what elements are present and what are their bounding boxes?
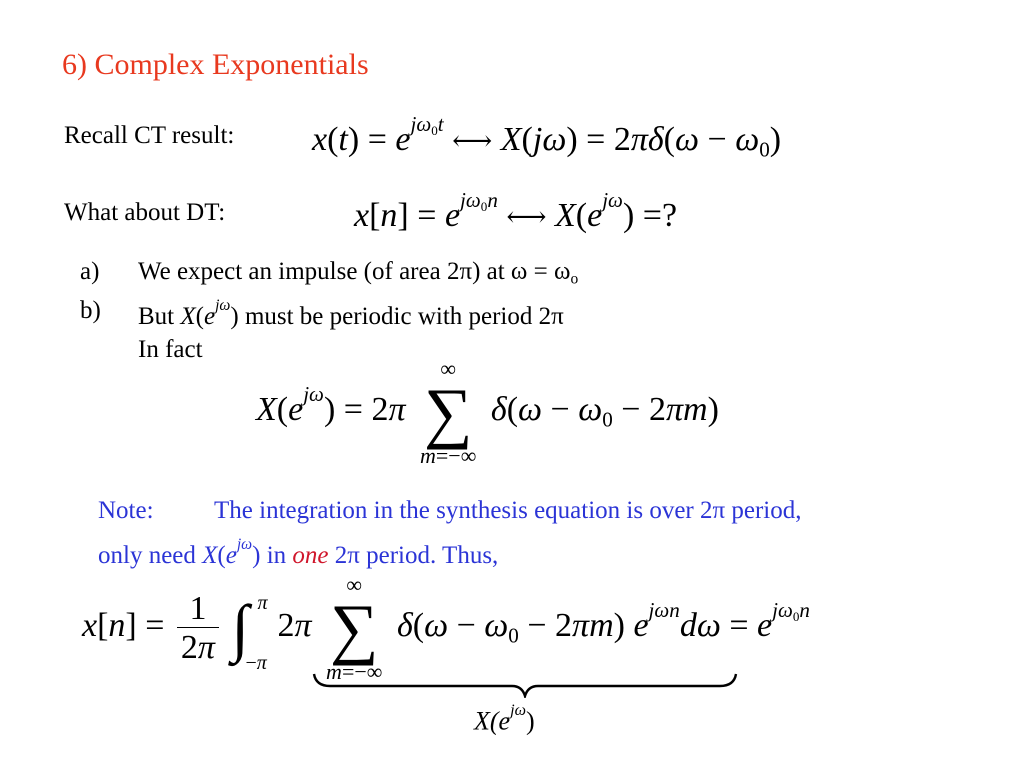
- item-b-marker: b): [80, 297, 101, 324]
- item-a-marker: a): [80, 258, 100, 285]
- underbrace: [312, 672, 738, 698]
- recall-label: Recall CT result:: [64, 122, 235, 149]
- synthesis-formula: x[n] = $\frac{1}{2\pi}$ ∫ π −π 2π ∞ ∑ m=−∞ $\delta(\omega - \omega_0 - 2\pi m)$ $e^{j\omega n}d\omega = e^{j\omega_0n}$: [82, 572, 810, 684]
- ct-formula: $x(t) = e^{j\omega_0t}$ ⟷ $X(j\omega) = 2\pi\delta(\omega - \omega_0)$: [312, 112, 782, 162]
- underbrace-label: $X(e^{j\omega})$: [474, 702, 535, 736]
- what-label: What about DT:: [64, 199, 226, 226]
- periodic-spectrum-formula: $X(e^{j\omega}) = 2\pi$ ∞ ∑ m=−∞ $\delta(\omega - \omega_0 - 2\pi m)$: [256, 356, 719, 468]
- note-label: Note:: [98, 497, 154, 524]
- note-line2: only need $X(e^{j\omega})$ in one 2π period. Thus,: [98, 536, 499, 569]
- emphasis-one: one: [292, 541, 329, 569]
- slide-title: 6) Complex Exponentials: [62, 48, 369, 81]
- in-fact-text: In fact: [138, 336, 203, 363]
- note-line1: The integration in the synthesis equation is over 2π period,: [214, 497, 802, 524]
- item-b-text: But $X(e^{j\omega})$ must be periodic with period 2π: [138, 297, 564, 330]
- dt-formula: $x[n] = e^{j\omega_0n}$ ⟷ $X(e^{j\omega})$ =?: [354, 188, 678, 234]
- item-a-text: We expect an impulse (of area 2π) at $\omega = \omega_o$: [138, 258, 579, 288]
